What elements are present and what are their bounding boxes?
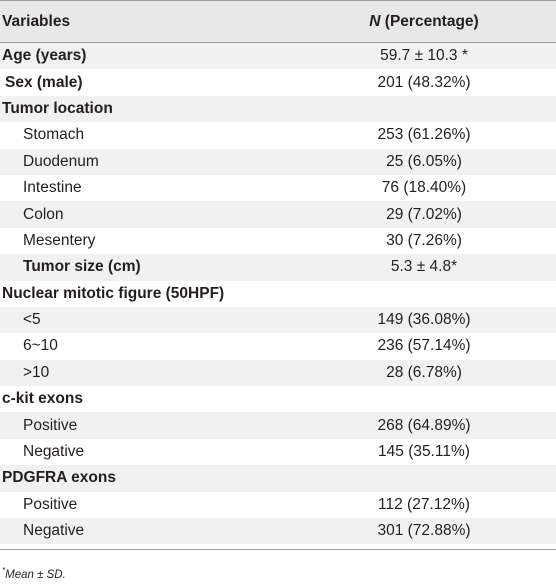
table-row [0,69,556,95]
row-value: 201 (48.32%) [377,73,471,91]
table-row [0,439,556,465]
table-row [0,149,556,175]
row-value [320,96,528,122]
row-label: Duodenum [23,152,99,170]
table-header [0,0,556,43]
row-value: 25 (6.05%) [386,152,462,170]
table-row [0,412,556,438]
row-value: 236 (57.14%) [377,337,471,355]
row-label: Negative [23,522,85,540]
table-row [0,122,556,148]
row-label: Nuclear mitotic figure (50HPF) [2,284,225,302]
row-label: Negative [23,443,85,461]
table-row [0,254,556,280]
row-value: 59.7 ± 10.3 * [380,47,468,65]
row-label: Tumor location [2,99,113,117]
table-body [0,43,556,544]
row-value [320,386,528,412]
row-value: 112 (27.12%) [378,495,470,513]
row-value: 145 (35.11%) [378,443,470,461]
row-label: Sex (male) [5,73,83,91]
header-n: N [369,12,381,30]
header-variables: Variables [2,12,71,30]
footnote-text: Mean ± SD. [5,568,66,581]
row-label: Intestine [23,179,82,197]
row-value: 268 (64.89%) [377,416,471,434]
row-label: c-kit exons [2,390,83,408]
table-row [0,386,556,412]
header-n-percentage [320,1,528,42]
row-label: Age (years) [2,47,87,65]
row-label: Mesentery [23,231,96,249]
table-row [0,228,556,254]
footnote-star: * [2,566,6,575]
table-row [0,518,556,544]
table-bottom-rule [0,549,556,550]
row-value [320,281,528,307]
row-label: Tumor size (cm) [23,258,141,276]
row-value: 76 (18.40%) [381,179,467,197]
table-row [0,360,556,386]
row-value: 253 (61.26%) [377,126,471,144]
table-row [0,43,556,69]
row-label: Stomach [23,126,85,144]
row-value: 29 (7.02%) [386,205,462,223]
table-row [0,96,556,122]
row-label: >10 [23,363,50,381]
row-label: Positive [23,495,78,513]
row-value: 30 (7.26%) [386,231,462,249]
row-value: 28 (6.78%) [386,363,462,381]
row-value: 149 (36.08%) [377,311,471,329]
table-row [0,175,556,201]
row-label: PDGFRA exons [2,469,116,487]
row-label: <5 [23,311,41,329]
table-row [0,492,556,518]
row-value: 5.3 ± 4.8* [390,258,458,276]
table-row [0,201,556,227]
row-value: 301 (72.88%) [377,522,471,540]
row-value [320,465,528,491]
table-row [0,307,556,333]
footnote [2,566,66,581]
row-label: 6~10 [23,337,58,355]
row-label: Positive [23,416,78,434]
table-row [0,465,556,491]
table-row [0,281,556,307]
header-percentage: (Percentage) [380,12,479,30]
row-label: Colon [23,205,64,223]
table-row [0,333,556,359]
